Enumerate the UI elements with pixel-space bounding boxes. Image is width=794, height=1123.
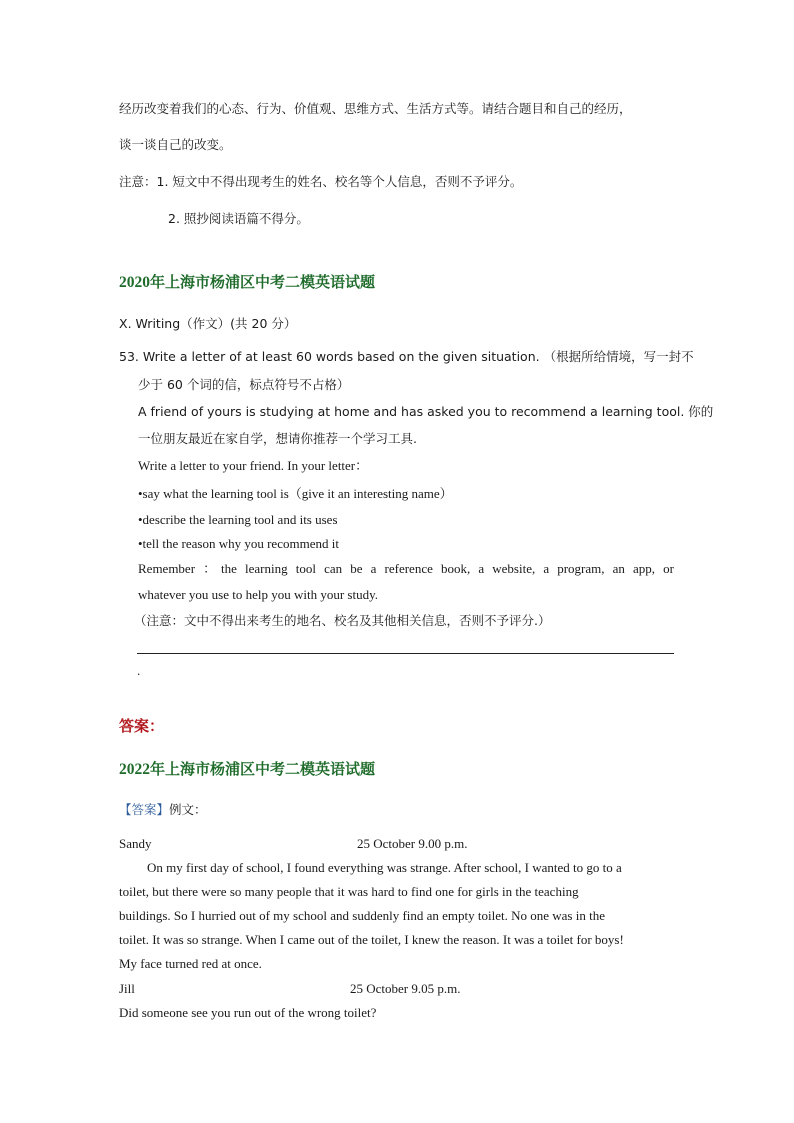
letter-instruction: Write a letter to your friend. In your letter： xyxy=(138,458,369,473)
sender-name: Sandy xyxy=(119,836,152,851)
section-title-2020 xyxy=(119,273,375,292)
section-title-year: 2022 xyxy=(119,761,150,778)
intro-note-1: 注意：1. 短文中不得出现考生的姓名、校名等个人信息，否则不予评分。 xyxy=(119,174,523,189)
answer-label: 答案： xyxy=(119,717,165,735)
section-title-year: 2020 xyxy=(119,274,150,291)
answer-line xyxy=(137,653,674,654)
question-line-2: 少于 60 个词的信，标点符号不占格） xyxy=(138,377,350,392)
intro-note-2: 2. 照抄阅读语篇不得分。 xyxy=(168,211,309,226)
writing-header: X. Writing（作文）(共 20 分） xyxy=(119,316,297,331)
body-line: toilet, but there were so many people that it was hard to find one for girls in the teaching xyxy=(119,884,579,899)
answer-tag-rest: 例文： xyxy=(169,802,207,817)
situation-line-2: 一位朋友最近在家自学，想请你推荐一个学习工具. xyxy=(138,431,417,446)
answer-tag-line xyxy=(119,801,207,819)
question-line-1: 53. Write a letter of at least 60 words based on the given situation. （根据所给情境，写一封不 xyxy=(119,349,694,364)
body-line: toilet. It was so strange. When I came out of the toilet, I knew the reason. It was a toilet for boys! xyxy=(119,932,624,947)
body-line: buildings. So I hurried out of my school and suddenly find an empty toilet. No one was in the xyxy=(119,908,605,923)
intro-line-2: 谈一谈自己的改变。 xyxy=(119,137,232,152)
bullet-item: •tell the reason why you recommend it xyxy=(138,536,339,551)
after-rule-dot: . xyxy=(137,663,141,678)
message-time: 25 October 9.05 p.m. xyxy=(350,981,461,996)
message-time: 25 October 9.00 p.m. xyxy=(357,836,468,851)
answer-tag: 【答案】 xyxy=(119,802,170,817)
remember-line-1: Remember ：the learning tool can be a reference book, a website, a program, an app, or xyxy=(138,561,674,576)
bullet-item: •say what the learning tool is（give it an interesting name） xyxy=(138,486,453,501)
section-title-text: 年上海市杨浦区中考二模英语试题 xyxy=(150,760,376,778)
intro-line-1: 经历改变着我们的心态、行为、价值观、思维方式、生活方式等。请结合题目和自己的经历， xyxy=(119,101,632,116)
section-title-text: 年上海市杨浦区中考二模英语试题 xyxy=(150,273,376,291)
bullet-item: •describe the learning tool and its uses xyxy=(138,512,338,527)
section-title-2022 xyxy=(119,760,375,779)
body-line: My face turned red at once. xyxy=(119,956,262,971)
remember-line-2: whatever you use to help you with your study. xyxy=(138,587,378,602)
section1-note: （注意：文中不得出来考生的地名、校名及其他相关信息，否则不予评分.） xyxy=(134,613,551,628)
body-line: On my first day of school, I found everything was strange. After school, I wanted to go to a xyxy=(147,860,622,875)
situation-line-1: A friend of yours is studying at home and has asked you to recommend a learning tool. 你的 xyxy=(138,404,714,419)
reply-line: Did someone see you run out of the wrong toilet? xyxy=(119,1005,377,1020)
sender-name: Jill xyxy=(119,981,135,996)
